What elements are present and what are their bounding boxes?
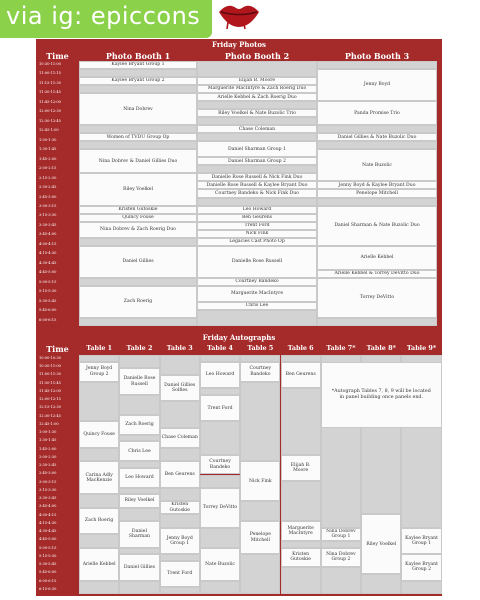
empty-slot — [317, 318, 437, 326]
autograph-slot: Ben Geurens — [160, 461, 200, 488]
photos-time-label: 5:45-6:00 — [39, 308, 57, 313]
photos-title: Friday Photos — [212, 40, 266, 49]
autograph-slot: Nick Fink — [240, 461, 280, 501]
photo-slot: Chris Lee — [197, 302, 317, 310]
friday-autographs-sheet — [36, 331, 442, 596]
empty-slot — [197, 101, 317, 109]
autographs-time-header: Time — [46, 344, 69, 354]
autographs-column-header: Table 2 — [126, 344, 153, 352]
photo-slot: Daniel Sharman Group 1 — [197, 141, 317, 157]
empty-slot — [79, 278, 197, 286]
autographs-time-label: 1:00-1:30 — [39, 430, 57, 435]
photo-slot: Quincy Fouse — [79, 214, 197, 222]
photos-time-label: 5:30-5:45 — [39, 298, 57, 303]
photos-time-header: Time — [46, 51, 69, 61]
autograph-slot: Riley Voelkel — [361, 514, 401, 574]
photos-column-header: Photo Booth 3 — [344, 51, 410, 61]
empty-slot — [240, 501, 280, 521]
autographs-time-label: 1:45-2:00 — [39, 446, 57, 451]
autographs-time-label: 4:30-4:45 — [39, 529, 57, 534]
empty-slot — [197, 133, 317, 141]
photo-slot: Women of TVDU Group Op — [79, 133, 197, 141]
photo-slot: Arielle Kebbel — [317, 246, 437, 270]
empty-slot — [317, 141, 437, 149]
photos-time-label: 2:00-2:15 — [39, 166, 57, 171]
empty-slot — [200, 421, 240, 454]
autograph-slot: Leo Howard — [200, 362, 240, 389]
empty-slot — [281, 481, 321, 521]
autographs-time-label: 12:45-1:00 — [39, 421, 59, 426]
autograph-slot: Zach Roerig — [79, 508, 119, 535]
photos-time-label: 3:00-3:15 — [39, 203, 57, 208]
empty-slot — [119, 581, 159, 594]
autograph-slot: Torrey DeVitto — [200, 488, 240, 528]
autograph-slot: Daniel Sharman — [119, 521, 159, 548]
empty-slot — [240, 355, 280, 362]
empty-slot — [79, 125, 197, 133]
empty-slot — [119, 488, 159, 495]
empty-slot — [79, 355, 119, 362]
empty-slot — [79, 534, 119, 547]
watermark-badge — [0, 0, 212, 38]
empty-slot — [79, 85, 197, 93]
autograph-slot: Jenny Boyd Group 2 — [79, 362, 119, 382]
autographs-column-header: Table 8* — [366, 344, 396, 352]
photos-time-label: 4:45-5:00 — [39, 270, 57, 275]
photos-time-label: 3:30-3:45 — [39, 222, 57, 227]
empty-slot — [200, 355, 240, 362]
autographs-time-label: 3:00-3:15 — [39, 479, 57, 484]
photo-slot: Kaylee Bryant Group 1 — [79, 61, 197, 69]
autographs-column-header: Table 6 — [287, 344, 314, 352]
empty-slot — [160, 488, 200, 501]
empty-slot — [79, 141, 197, 149]
autograph-slot: Riley Voelkel — [119, 494, 159, 507]
autographs-time-label: 6:00-6:15 — [39, 578, 57, 583]
empty-slot — [160, 355, 200, 375]
photos-time-label: 4:00-4:15 — [39, 241, 57, 246]
photo-slot: Nina Dobrev & Daniel Gillies Duo — [79, 149, 197, 173]
empty-slot — [321, 541, 361, 548]
autographs-time-label: 2:30-2:45 — [39, 463, 57, 468]
empty-slot — [160, 587, 200, 594]
photo-slot: Panda Promise Trio — [317, 101, 437, 125]
photos-time-label: 1:45-2:00 — [39, 156, 57, 161]
lips-logo-icon — [216, 0, 262, 30]
photos-column-header: Photo Booth 1 — [105, 51, 171, 61]
empty-slot — [240, 554, 280, 594]
photo-slot: Jenny Boyd & Kaylee Bryant Duo — [317, 181, 437, 189]
photo-slot: Courtney Bandeko & Nick Fink Duo — [197, 189, 317, 197]
photo-slot: Daniel Sharman Group 2 — [197, 157, 317, 165]
empty-slot — [79, 238, 197, 246]
empty-slot — [160, 514, 200, 527]
autograph-slot: Arielle Kebbel — [79, 548, 119, 581]
photos-time-label: 2:30-2:45 — [39, 185, 57, 190]
autograph-slot: Marguerite MacIntyre — [281, 521, 321, 541]
autograph-slot: Kristen Gutoskie — [281, 548, 321, 568]
watermark-text: via ig: epiccons — [6, 2, 201, 30]
empty-slot — [240, 382, 280, 462]
autographs-time-label: 10:00-10:30 — [39, 356, 61, 360]
empty-slot — [197, 61, 317, 77]
empty-slot — [317, 125, 437, 133]
empty-slot — [200, 581, 240, 594]
autograph-slot: Trent Ford — [200, 395, 240, 422]
photos-time-label: 10:30-11:00 — [39, 62, 61, 66]
photos-time-label: 5:00-5:15 — [39, 279, 57, 284]
autographs-time-label: 1:30-1:45 — [39, 438, 57, 443]
autographs-time-label: 5:45-6:00 — [39, 570, 57, 575]
autographs-time-label: 12:15-12:30 — [39, 405, 61, 410]
empty-slot — [197, 310, 317, 326]
photos-time-label: 4:30-4:45 — [39, 260, 57, 265]
photos-time-label: 2:45-3:00 — [39, 194, 57, 199]
autograph-slot: Leo Howard — [119, 468, 159, 488]
photos-time-label: 4:15-4:30 — [39, 251, 57, 256]
photos-time-label: 12:30-12:45 — [39, 118, 61, 123]
photo-slot: Ben Geurens — [197, 214, 317, 222]
autograph-slot: Courtney Bandeko — [240, 362, 280, 382]
photo-slot: Riley Voelkel — [79, 173, 197, 205]
autographs-column-header: Table 5 — [247, 344, 274, 352]
autographs-time-label: 4:00-4:15 — [39, 512, 57, 517]
autograph-slot: Elijah B. Moore — [281, 455, 321, 482]
empty-slot — [79, 69, 197, 77]
empty-slot — [361, 574, 401, 594]
autograph-slot: Nina Dobrev Group 2 — [321, 548, 361, 568]
autographs-column-header: Table 1 — [86, 344, 113, 352]
empty-slot — [197, 165, 317, 173]
empty-slot — [321, 567, 361, 594]
photos-time-label: 11:30-11:45 — [39, 90, 61, 95]
empty-slot — [79, 318, 197, 326]
autographs-time-label: 11:45-12:00 — [39, 388, 61, 393]
photo-slot: Daniel Gillies & Nate Buzolic Duo — [317, 133, 437, 141]
empty-slot — [160, 401, 200, 428]
empty-slot — [281, 541, 321, 548]
photo-slot: Daniel Sharman & Nate Buzolic Duo — [317, 206, 437, 246]
empty-slot — [119, 355, 159, 368]
photo-slot: Danielle Rose Russell — [197, 246, 317, 278]
autographs-time-label: 11:00-11:30 — [39, 372, 61, 377]
empty-slot — [119, 548, 159, 555]
photos-column-header: Photo Booth 2 — [224, 51, 290, 61]
photo-slot: Torrey DeVitto — [317, 278, 437, 318]
autograph-slot: Nate Buzolic — [200, 548, 240, 581]
autograph-slot: Trent Ford — [160, 561, 200, 588]
empty-slot — [317, 198, 437, 206]
photos-time-label: 11:15-11:30 — [39, 80, 61, 85]
empty-slot — [281, 567, 321, 594]
photos-time-label: 3:15-3:30 — [39, 213, 57, 218]
photo-slot: Nick Fink — [197, 230, 317, 238]
autographs-title: Friday Autographs — [202, 333, 276, 342]
autographs-column-header: Table 3 — [166, 344, 193, 352]
empty-slot — [160, 448, 200, 461]
autograph-slot: Kaylee Bryant Group 1 — [401, 528, 441, 555]
empty-slot — [200, 528, 240, 548]
autograph-slot: Courtney Bandeko — [200, 455, 240, 475]
empty-slot — [281, 388, 321, 454]
photo-slot: Daniel Gillies — [79, 246, 197, 278]
empty-slot — [119, 435, 159, 442]
photo-slot: Marguerite MacIntyre & Zach Roerig Duo — [197, 85, 317, 93]
photo-slot: Nina Dobrev & Zach Roerig Duo — [79, 222, 197, 238]
autographs-time-label: 6:15-6:30 — [39, 586, 57, 591]
photo-slot: Zach Roerig — [79, 286, 197, 318]
photo-slot: Chase Coleman — [197, 125, 317, 133]
friday-photos-sheet — [36, 39, 442, 331]
empty-slot — [79, 494, 119, 507]
photo-slot: Kristen Gutoskie — [79, 206, 197, 214]
empty-slot — [119, 395, 159, 415]
autographs-time-label: 3:15-3:30 — [39, 487, 57, 492]
photo-slot: Jenny Boyd — [317, 69, 437, 101]
photo-slot: Leo Howard — [197, 206, 317, 214]
empty-slot — [317, 61, 437, 69]
photo-slot: Nate Buzolic — [317, 149, 437, 181]
autographs-time-label: 5:30-5:45 — [39, 562, 57, 567]
autographs-time-label: 2:45-3:00 — [39, 471, 57, 476]
empty-slot — [401, 581, 441, 594]
photo-slot: Danielle Rose Russell & Kaylee Bryant Duo — [197, 181, 317, 189]
autograph-slot: Penelope Mitchell — [240, 521, 280, 554]
autographs-time-label: 11:30-11:45 — [39, 380, 61, 385]
autographs-time-label: 5:15-5:30 — [39, 553, 57, 558]
empty-slot — [281, 355, 321, 362]
photo-slot: Courtney Bandeko — [197, 278, 317, 286]
autographs-time-label: 4:45-5:00 — [39, 537, 57, 542]
empty-slot — [200, 388, 240, 395]
photos-time-label: 5:15-5:30 — [39, 289, 57, 294]
autographs-time-label: 12:30-12:45 — [39, 413, 61, 418]
empty-slot — [119, 508, 159, 521]
autograph-slot: Kristen Gutoskie — [160, 501, 200, 514]
autographs-column-header: Table 7* — [326, 344, 356, 352]
autograph-slot: Nina Dobrev Group 1 — [321, 528, 361, 541]
autograph-slot: Carina Adly MacKenzie — [79, 461, 119, 494]
autograph-slot: Kaylee Bryant Group 2 — [401, 554, 441, 581]
autograph-slot: Daniel Gillies — [119, 554, 159, 581]
autographs-column-header: Table 9* — [406, 344, 437, 352]
photos-time-label: 11:45-12:00 — [39, 99, 61, 104]
photos-time-label: 1:30-1:45 — [39, 147, 57, 152]
photo-slot: Danielle Rose Russell & Nick Fink Duo — [197, 173, 317, 181]
photos-time-label: 3:45-4:00 — [39, 232, 57, 237]
photo-slot: Arielle Kebbel & Zach Roerig Duo — [197, 93, 317, 101]
autograph-slot: Jenny Boyd Group 1 — [160, 528, 200, 555]
autographs-time-label: 3:45-4:00 — [39, 504, 57, 509]
empty-slot — [200, 475, 240, 488]
photo-slot: Legacies Cast Photo Op — [197, 238, 317, 246]
empty-slot — [197, 198, 317, 206]
photo-slot: Riley Voelkel & Nate Buzolic Trio — [197, 109, 317, 117]
photo-slot: Kaylee Bryant Group 2 — [79, 77, 197, 85]
autograph-slot: Chase Coleman — [160, 428, 200, 448]
autograph-slot: Quincy Fouse — [79, 421, 119, 448]
autograph-slot: Chris Lee — [119, 441, 159, 461]
photos-time-label: 2:15-2:30 — [39, 175, 57, 180]
autograph-note: *Autograph Tables 7, 8, 9 will be located in panel building once panels end. — [321, 362, 442, 428]
photo-slot: Nina Dobrev — [79, 93, 197, 125]
autograph-slot: Zach Roerig — [119, 415, 159, 435]
photo-slot: Elijah B. Moore — [197, 77, 317, 85]
empty-slot — [79, 382, 119, 422]
photo-slot: Trent Ford — [197, 222, 317, 230]
photos-time-label: 1:00-1:30 — [39, 137, 57, 142]
empty-slot — [79, 448, 119, 461]
empty-slot — [160, 554, 200, 561]
autographs-time-label: 10:30-11:00 — [39, 364, 61, 369]
photos-time-label: 11:00-11:15 — [39, 71, 61, 76]
photo-slot: Penelope Mitchell — [317, 189, 437, 197]
photos-time-label: 12:45-1:00 — [39, 128, 59, 133]
autograph-slot: Ben Geurens — [281, 362, 321, 389]
autographs-time-label: 12:00-12:15 — [39, 397, 61, 402]
autograph-slot: Danielle Rose Russell — [119, 368, 159, 395]
photo-slot: Marguerite MacIntyre — [197, 286, 317, 302]
autographs-time-label: 2:00-2:30 — [39, 454, 57, 459]
autographs-time-label: 5:00-5:15 — [39, 545, 57, 550]
empty-slot — [119, 461, 159, 468]
autograph-slot: Daniel Gillies Solfies — [160, 375, 200, 402]
autographs-column-header: Table 4 — [207, 344, 233, 352]
photo-slot: Arielle Kebbel & Torrey DeVitto Duo — [317, 270, 437, 278]
photos-time-label: 6:00-6:15 — [39, 317, 57, 322]
autographs-time-label: 3:30-3:45 — [39, 496, 57, 501]
photos-time-label: 12:00-12:30 — [39, 109, 61, 114]
empty-slot — [197, 117, 317, 125]
autographs-time-label: 4:15-4:30 — [39, 520, 57, 525]
empty-slot — [79, 581, 119, 594]
